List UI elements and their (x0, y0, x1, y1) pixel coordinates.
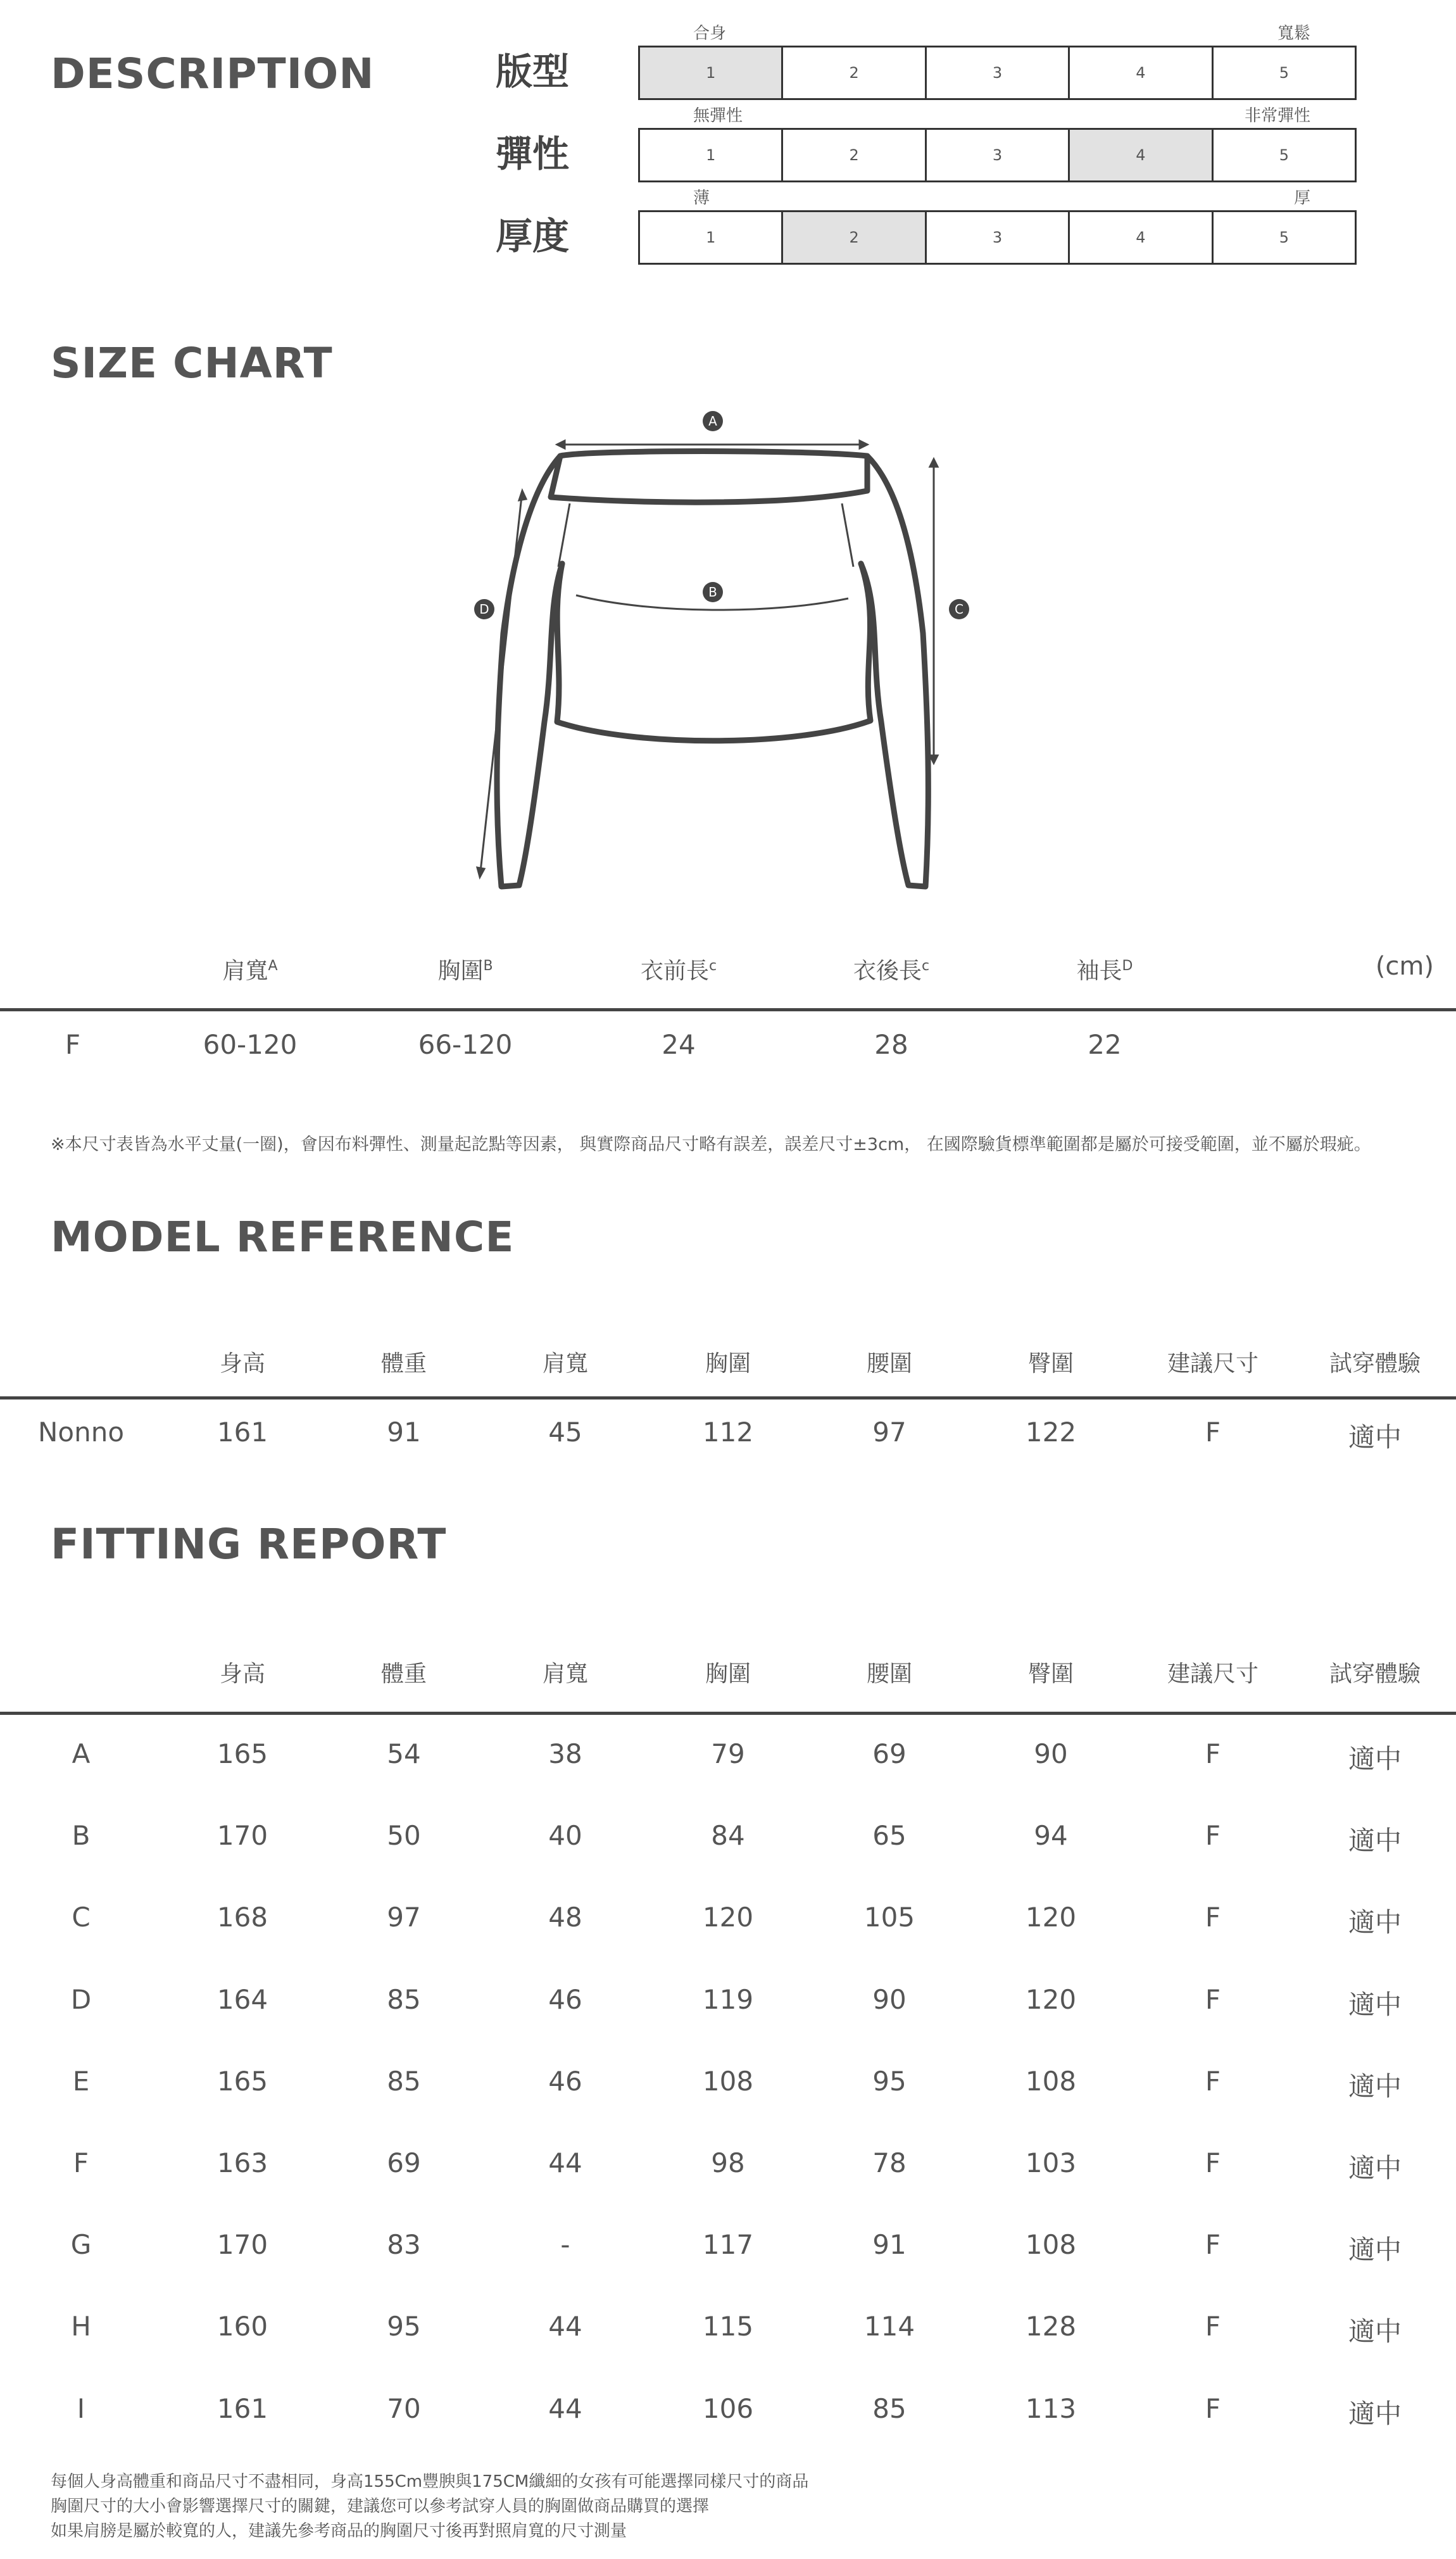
scale-cell: 1 (640, 212, 783, 263)
description-heading: DESCRIPTION (51, 49, 375, 98)
table-cell: 60-120 (203, 1029, 298, 1060)
row-name: G (70, 2229, 92, 2261)
table-cell: 85 (387, 1983, 421, 2015)
scale-cell: 5 (1279, 229, 1289, 246)
column-header (1077, 953, 1133, 985)
column-header-text: 袖長 (1076, 958, 1122, 984)
table-cell: 適中 (1348, 1743, 1402, 1774)
column-header: 臀圍 (1027, 1351, 1074, 1377)
scale-label: 厚度 (496, 215, 570, 258)
table-cell: 119 (702, 1983, 754, 2015)
table-cell: 40 (548, 1820, 582, 1852)
column-header: 胸圍 (705, 1351, 751, 1377)
size-chart-heading: SIZE CHART (51, 339, 333, 388)
row-name: Nonno (37, 1417, 125, 1448)
scale-cell: 3 (927, 47, 1070, 98)
table-cell: 適中 (1348, 2316, 1402, 2347)
scale-cell: 1 (640, 130, 783, 180)
table-cell: 161 (217, 2392, 268, 2424)
table-cell: 160 (217, 2311, 268, 2342)
table-cell: 54 (387, 1738, 421, 1769)
scale-cell: 3 (927, 130, 1070, 180)
scale-cell: 4 (1070, 212, 1213, 263)
table-cell: 70 (387, 2392, 421, 2424)
table-cell: 103 (1025, 2147, 1077, 2178)
table-cell: 97 (872, 1417, 907, 1448)
table-cell: F (1205, 1983, 1221, 2015)
column-header-marker: B (483, 958, 493, 974)
table-cell: F (1205, 1820, 1221, 1852)
table-cell: 適中 (1348, 1422, 1402, 1453)
measure-d-line (480, 491, 522, 877)
column-header: 胸圍 (705, 1661, 751, 1687)
scale-cell: 4 (1070, 47, 1213, 98)
table-cell: F (1205, 2392, 1221, 2424)
table-cell: 113 (1025, 2392, 1077, 2424)
label-a: A (708, 414, 717, 429)
column-header: 腰圍 (866, 1661, 913, 1687)
table-cell: 165 (217, 2065, 268, 2097)
table-cell: 105 (863, 1902, 915, 1933)
scale-max-label: 寬鬆 (1277, 24, 1310, 43)
row-name: F (73, 2147, 89, 2178)
table-cell: 44 (548, 2392, 582, 2424)
scale-bar (638, 46, 1357, 100)
table-cell: 適中 (1348, 1825, 1402, 1857)
table-cell: 91 (872, 2229, 907, 2261)
table-cell: 48 (548, 1902, 582, 1933)
table-cell: F (1205, 1738, 1221, 1769)
column-header: 肩寬 (542, 1661, 589, 1687)
table-cell: 108 (702, 2065, 754, 2097)
scale-cell: 5 (1279, 64, 1289, 82)
scale-cell: 1 (640, 47, 783, 98)
column-header: 身高 (219, 1661, 266, 1687)
label-c: C (955, 602, 963, 617)
table-cell: F (1205, 2147, 1221, 2178)
scale-bar (638, 128, 1357, 182)
column-header: 試穿體驗 (1329, 1661, 1421, 1687)
fitting-report-heading: FITTING REPORT (51, 1520, 447, 1569)
column-header (853, 953, 929, 985)
table-cell: 120 (1025, 1983, 1077, 2015)
table-cell: 115 (702, 2311, 754, 2342)
table-cell: 適中 (1348, 2152, 1402, 2183)
table-cell: F (1205, 1417, 1221, 1448)
table-cell: 168 (217, 1902, 268, 1933)
scale-min-label: 無彈性 (693, 106, 743, 125)
column-header-marker: c (921, 958, 930, 974)
column-header-text: 衣後長 (853, 958, 922, 984)
column-header: 體重 (380, 1351, 427, 1377)
table-cell: 108 (1025, 2065, 1077, 2097)
table-cell: F (1205, 2311, 1221, 2342)
scale-max-label: 厚 (1293, 189, 1310, 208)
table-cell: 114 (863, 2311, 915, 2342)
column-header: 建議尺寸 (1167, 1661, 1259, 1687)
header-rule (0, 1712, 1456, 1715)
table-cell: 83 (387, 2229, 421, 2261)
row-name: H (71, 2311, 91, 2342)
scale-max-label: 非常彈性 (1244, 106, 1310, 125)
scale-label: 版型 (496, 50, 570, 93)
scale-bar (638, 210, 1357, 265)
table-cell: 128 (1025, 2311, 1077, 2342)
note-line: 每個人身高體重和商品尺寸不盡相同，身高155Cm豐腴與175CM纖細的女孩有可能選擇同樣尺寸的商品 (51, 2472, 809, 2491)
table-cell: 44 (548, 2147, 582, 2178)
column-header-text: 胸圍 (437, 958, 484, 984)
row-name: D (70, 1983, 92, 2015)
table-cell: 46 (548, 1983, 582, 2015)
table-cell: F (1205, 1902, 1221, 1933)
column-header-marker: D (1122, 958, 1133, 974)
table-cell: 66-120 (418, 1029, 513, 1060)
table-cell: 適中 (1348, 2234, 1402, 2266)
table-cell: 163 (217, 2147, 268, 2178)
table-cell: 164 (217, 1983, 268, 2015)
table-cell: 112 (702, 1417, 754, 1448)
model-reference-heading: MODEL REFERENCE (51, 1213, 515, 1261)
table-cell: 69 (872, 1738, 907, 1769)
table-cell: 46 (548, 2065, 582, 2097)
column-header-marker: c (708, 958, 717, 974)
column-header: 腰圍 (866, 1351, 913, 1377)
table-cell: 94 (1034, 1820, 1068, 1852)
neckline-outline (551, 452, 867, 503)
column-header: 臀圍 (1027, 1661, 1074, 1687)
table-cell: 120 (1025, 1902, 1077, 1933)
scale-cell: 2 (783, 212, 926, 263)
table-cell: F (1205, 2065, 1221, 2097)
table-cell: 適中 (1348, 1988, 1402, 2020)
size-name: F (65, 1029, 81, 1060)
table-cell: 90 (1034, 1738, 1068, 1769)
table-cell: 165 (217, 1738, 268, 1769)
table-cell: 69 (387, 2147, 421, 2178)
table-cell: 122 (1025, 1417, 1077, 1448)
scale-label: 彈性 (496, 132, 570, 175)
column-header (437, 953, 493, 985)
table-cell: 45 (548, 1417, 582, 1448)
table-cell: 44 (548, 2311, 582, 2342)
table-cell: 78 (872, 2147, 907, 2178)
table-cell: 85 (872, 2392, 907, 2424)
row-name: A (72, 1738, 91, 1769)
table-cell: 38 (548, 1738, 582, 1769)
table-cell: 170 (217, 1820, 268, 1852)
table-cell: 28 (874, 1029, 908, 1060)
scale-cell: 4 (1070, 130, 1213, 180)
table-cell: 90 (872, 1983, 907, 2015)
scale-cell: 5 (1279, 146, 1289, 164)
table-cell: 95 (872, 2065, 907, 2097)
table-cell: 108 (1025, 2229, 1077, 2261)
column-header: 身高 (219, 1351, 266, 1377)
table-cell: 161 (217, 1417, 268, 1448)
note-line: 如果肩膀是屬於較寬的人，建議先參考商品的胸圍尺寸後再對照肩寬的尺寸測量 (51, 2522, 627, 2541)
left-sleeve-outline (497, 456, 562, 887)
table-cell: 適中 (1348, 1907, 1402, 1938)
table-cell: 適中 (1348, 2070, 1402, 2102)
table-cell: 106 (702, 2392, 754, 2424)
table-cell: 50 (387, 1820, 421, 1852)
table-cell: 79 (711, 1738, 745, 1769)
label-b: B (708, 584, 717, 600)
garment-diagram (443, 393, 1013, 912)
scale-cell: 2 (783, 130, 926, 180)
scale-min-label: 合身 (693, 24, 727, 43)
table-cell: 22 (1088, 1029, 1122, 1060)
column-header (641, 953, 717, 985)
unit-label: (cm) (1375, 952, 1434, 981)
column-header-marker: A (268, 958, 278, 974)
table-cell: F (1205, 2229, 1221, 2261)
table-cell: 適中 (1348, 2398, 1402, 2429)
column-header: 肩寬 (542, 1351, 589, 1377)
table-cell: 84 (711, 1820, 745, 1852)
column-header (222, 953, 277, 985)
row-name: B (72, 1820, 91, 1852)
table-cell: - (560, 2229, 570, 2261)
note-line: 胸圍尺寸的大小會影響選擇尺寸的關鍵，建議您可以參考試穿人員的胸圍做商品購買的選擇 (51, 2497, 710, 2516)
header-rule (0, 1008, 1456, 1011)
column-header: 體重 (380, 1661, 427, 1687)
table-cell: 24 (662, 1029, 696, 1060)
row-name: C (72, 1902, 91, 1933)
table-cell: 97 (387, 1902, 421, 1933)
label-d: D (479, 602, 489, 617)
table-cell: 117 (702, 2229, 754, 2261)
table-cell: 170 (217, 2229, 268, 2261)
table-cell: 65 (872, 1820, 907, 1852)
column-header-text: 肩寬 (222, 958, 268, 984)
column-header-text: 衣前長 (640, 958, 709, 984)
scale-min-label: 薄 (693, 189, 710, 208)
table-cell: 98 (711, 2147, 745, 2178)
column-header: 建議尺寸 (1167, 1351, 1259, 1377)
size-chart-note: ※本尺寸表皆為水平丈量(一圈)，會因布料彈性、測量起訖點等因素， 與實際商品尺寸略有誤差，誤差尺寸±3cm， 在國際驗貨標準範圍都是屬於可接受範圍，並不屬於瑕疵。 (51, 1135, 1371, 1154)
row-name: E (72, 2065, 90, 2097)
column-header: 試穿體驗 (1329, 1351, 1421, 1377)
table-cell: 120 (702, 1902, 754, 1933)
table-cell: 91 (387, 1417, 421, 1448)
header-rule (0, 1396, 1456, 1400)
scale-cell: 3 (927, 212, 1070, 263)
table-cell: 95 (387, 2311, 421, 2342)
table-cell: 85 (387, 2065, 421, 2097)
scale-cell: 2 (783, 47, 926, 98)
row-name: I (77, 2392, 85, 2424)
